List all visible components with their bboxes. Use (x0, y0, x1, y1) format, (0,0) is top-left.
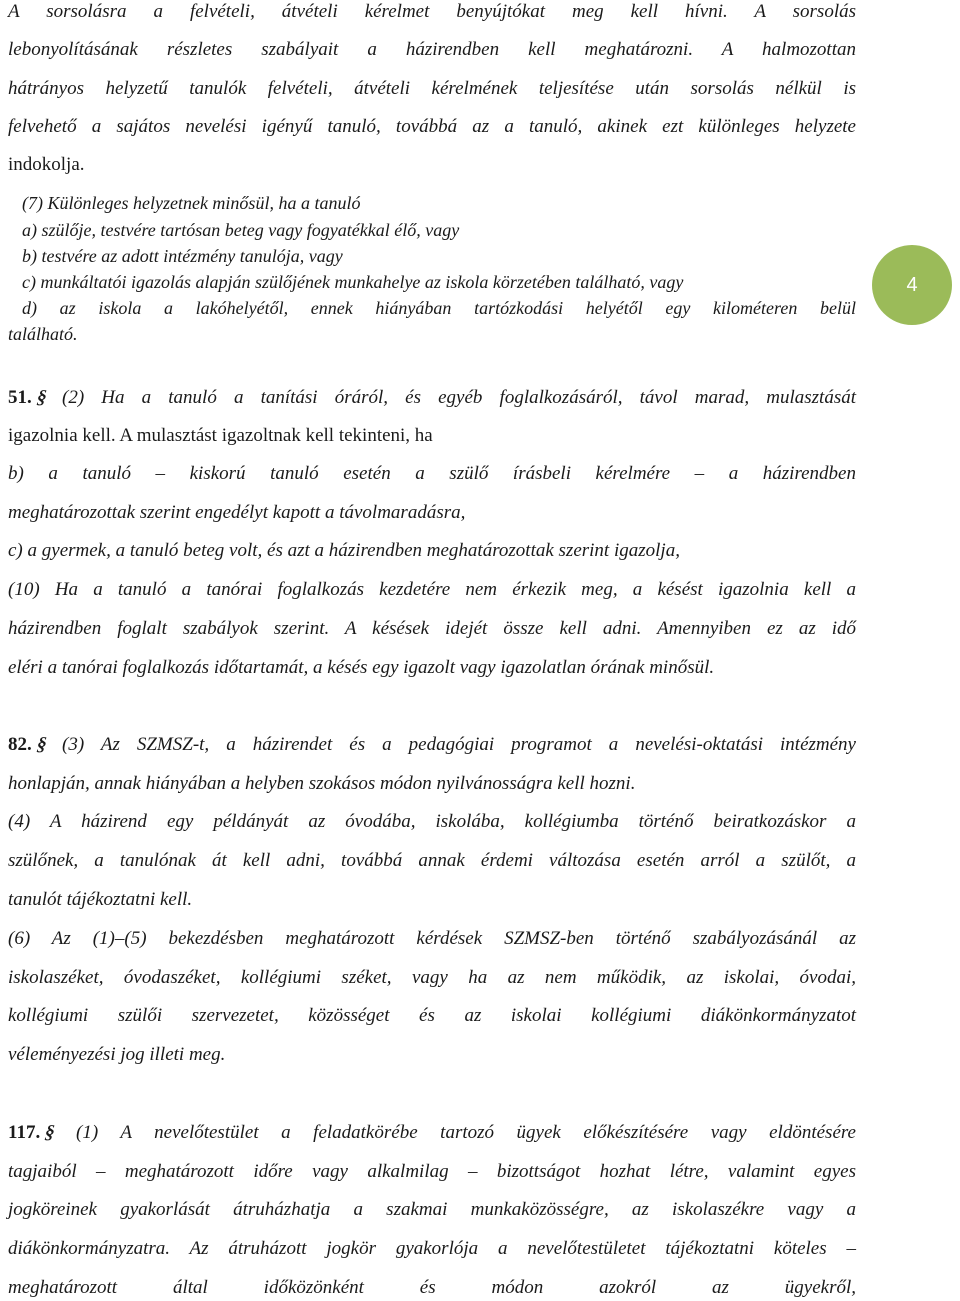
section-number: 51. (8, 387, 32, 408)
paragraph-mark: § (43, 1122, 56, 1143)
text-line: hátrányos helyzetű tanulók felvételi, átvételi kérelmének teljesítése után sorsolás nélkül is (8, 78, 856, 99)
text-line: (4) A házirend egy példányát az óvodába, iskolába, kollégiumba történő beiratkozáskor a (8, 811, 856, 832)
text-line: d) az iskola a lakóhelyétől, ennek hiányában tartózkodási helyétől egy kilométeren belül (22, 298, 856, 318)
text-line: lebonyolításának részletes szabályait a házirendben kell meghatározni. A halmozottan (8, 39, 856, 60)
section-number: 117. (8, 1122, 41, 1143)
text-line: a) szülője, testvére tartósan beteg vagy fogyatékkal élő, vagy (22, 220, 460, 240)
text-line: diákönkormányzatra. Az átruházott jogkör gyakorlója a nevelőtestületet tájékoztatni köteles – (8, 1238, 856, 1259)
text-line: honlapján, annak hiányában a helyben szokásos módon nyilvánosságra kell hozni. (8, 773, 636, 794)
text-line: (10) Ha a tanuló a tanórai foglalkozás kezdetére nem érkezik meg, a késést igazolnia kell a (8, 579, 856, 600)
page-number-badge: 4 (872, 245, 952, 325)
paragraph-mark: § (35, 734, 48, 755)
text-line: A sorsolásra a felvételi, átvételi kérelmet benyújtókat meg kell hívni. A sorsolás (8, 1, 856, 22)
text-line: található. (8, 324, 78, 344)
text-line: tanulót tájékoztatni kell. (8, 889, 193, 910)
text-line: felvehető a sajátos nevelési igényű tanuló, továbbá az a tanuló, akinek ezt különleges helyzete (8, 116, 856, 137)
text-line: (7) Különleges helyzetnek minősül, ha a tanuló (22, 193, 361, 213)
text-line: tagjaiból – meghatározott időre vagy alkalmilag – bizottságot hozhat létre, valamint egyes (8, 1161, 856, 1182)
text-line: indokolja. (8, 154, 85, 175)
text-line: meghatározott által időközönként és módon azokról az ügyekről, (8, 1277, 856, 1298)
text-line: meghatározottak szerint engedélyt kapott a távolmaradásra, (8, 502, 466, 523)
text-line: eléri a tanórai foglalkozás időtartamát, a késés egy igazolt vagy igazolatlan órának minősül. (8, 657, 715, 678)
text-line: házirendben foglalt szabályok szerint. A késések idejét össze kell adni. Amennyiben ez az idő (8, 618, 856, 639)
text-line: (6) Az (1)–(5) bekezdésben meghatározott kérdések SZMSZ-ben történő szabályozásánál az (8, 928, 856, 949)
text-line: iskolaszéket, óvodaszéket, kollégiumi széket, vagy ha az nem működik, az iskolai, óvodai, (8, 967, 856, 988)
text-line: jogköreinek gyakorlását átruházhatja a szakmai munkaközösségre, az iskolaszékre vagy a (8, 1199, 856, 1220)
text-line: (2) Ha a tanuló a tanítási óráról, és egyéb foglalkozásáról, távol marad, mulasztását (62, 387, 856, 408)
text-line: szülőnek, a tanulónak át kell adni, továbbá annak érdemi változása esetén arról a szülőt, a (8, 850, 856, 871)
text-line: kollégiumi szülői szervezetet, közösséget és az iskolai kollégiumi diákönkormányzatot (8, 1005, 856, 1026)
text-line: c) munkáltatói igazolás alapján szülőjének munkahelye az iskola körzetében található, vagy (22, 272, 684, 292)
paragraph-mark: § (35, 387, 48, 408)
section-number: 82. (8, 734, 32, 755)
text-line: véleményezési jog illeti meg. (8, 1044, 226, 1065)
text-line: (3) Az SZMSZ-t, a házirendet és a pedagógiai programot a nevelési-oktatási intézmény (62, 734, 856, 755)
text-line: igazolnia kell. A mulasztást igazoltnak kell tekinteni, ha (8, 425, 433, 446)
text-line: b) testvére az adott intézmény tanulója, vagy (22, 246, 343, 266)
text-line: (1) A nevelőtestület a feladatkörébe tartozó ügyek előkészítésére vagy eldöntésére (76, 1122, 856, 1143)
text-line: c) a gyermek, a tanuló beteg volt, és azt a házirendben meghatározottak szerint igazolja, (8, 540, 680, 561)
text-line: b) a tanuló – kiskorú tanuló esetén a szülő írásbeli kérelmére – a házirendben (8, 463, 856, 484)
